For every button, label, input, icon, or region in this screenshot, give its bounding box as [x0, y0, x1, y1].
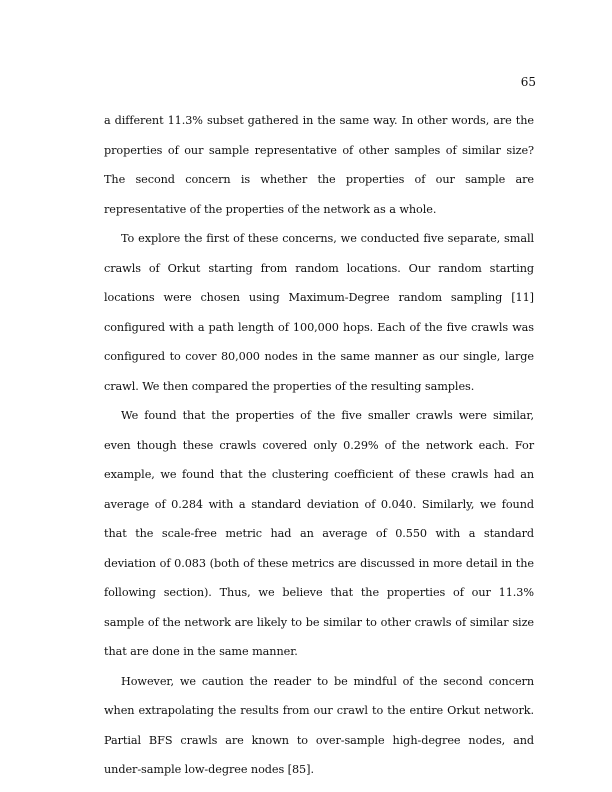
- paragraph-first-concern: To explore the first of these concerns, we conducted five separate, small crawls of Orkut starting from random locations. Our random starting locations were chosen using Maximum-Degree random sampling [11] configured with a path length of 100,000 hops. Each of the five crawls was configured to cover 80,000 nodes in the same manner as our single, large crawl. We then compared the properties of the resulting samples.: [104, 232, 534, 393]
- page-number: 65: [520, 75, 536, 89]
- document-body: [104, 106, 534, 785]
- paragraph-findings: We found that the properties of the five smaller crawls were similar, even though these crawls covered only 0.29% of the network each. For example, we found that the clustering coefficient of these crawls had an average of 0.284 with a standard deviation of 0.040. Similarly, we found that the scale-free metric had an average of 0.550 with a standard deviation of 0.083 (both of these metrics are discussed in more detail in the following section). Thus, we believe that the properties of our 11.3% sample of the network are likely to be similar to other crawls of similar size that are done in the same manner.: [104, 409, 534, 658]
- paragraph-caution: However, we caution the reader to be mindful of the second concern when extrapolating the results from our crawl to the entire Orkut network. Partial BFS crawls are known to over-sample high-degree nodes, and under-sample low-degree nodes [85].: [104, 674, 534, 776]
- paragraph-continuation: a different 11.3% subset gathered in the same way. In other words, are the properties of our sample representative of other samples of similar size? The second concern is whether the properties of our sample are representative of the properties of the network as a whole.: [104, 114, 534, 216]
